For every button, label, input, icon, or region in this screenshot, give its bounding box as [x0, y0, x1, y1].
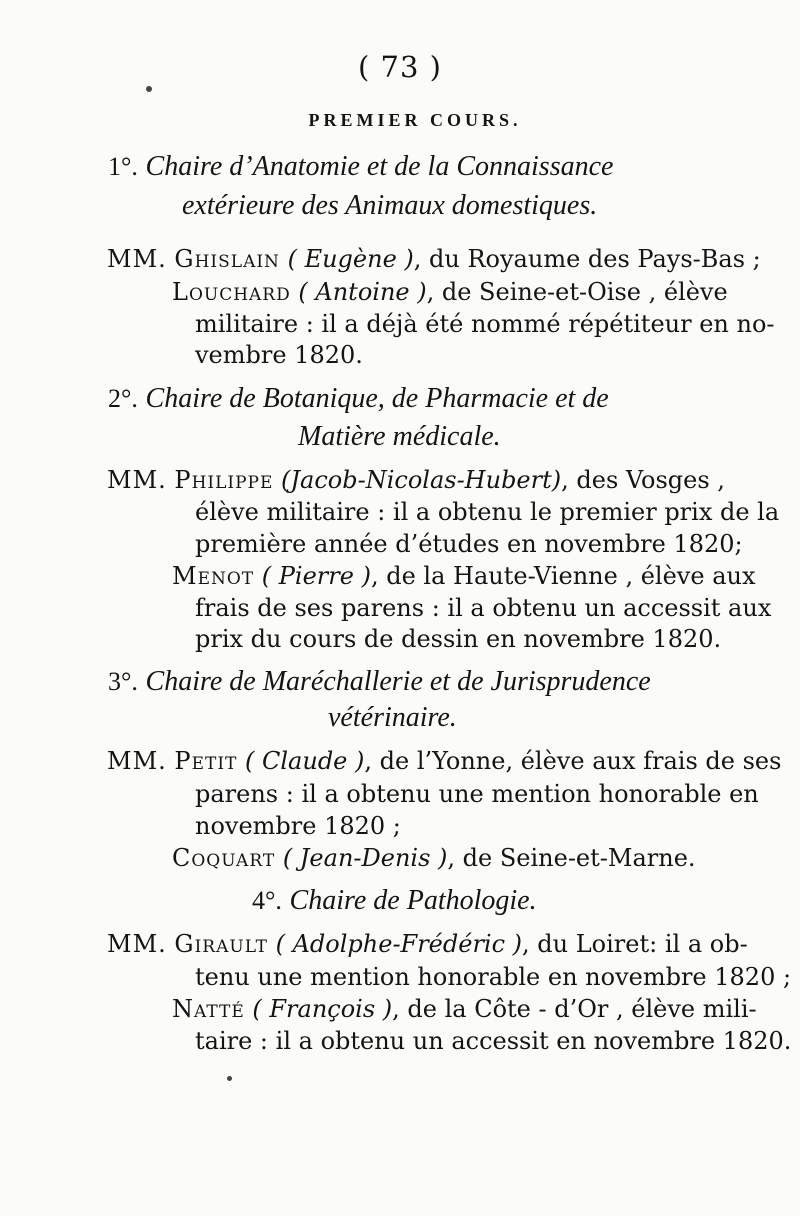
student-given-name: ( Adolphe-Frédéric ) [275, 930, 523, 958]
chair-2-number: 2°. [108, 384, 138, 413]
student-name: Louchard [172, 278, 291, 306]
chair-1-heading [108, 152, 613, 182]
student-name: Natté [172, 995, 245, 1023]
entry-menot [172, 561, 756, 591]
chair-2-title-line1: Chaire de Botanique, de Pharmacie et de [145, 383, 609, 414]
entry-natte [172, 994, 757, 1024]
student-details: , de la Côte - d’Or , élève mili- [392, 995, 757, 1023]
mm-label: MM. [107, 930, 167, 958]
chair-1-title-line2-wrap [182, 191, 597, 221]
entry-philippe [107, 465, 725, 495]
page-number: ( 73 ) [358, 50, 442, 84]
student-name: Ghislain [174, 245, 280, 273]
mm-label: MM. [107, 466, 167, 494]
student-name: Coquart [172, 844, 276, 872]
chair-2-heading [108, 384, 609, 414]
chair-3-title-line1: Chaire de Maréchallerie et de Jurisprudence [145, 666, 651, 697]
entry-ghislain [107, 244, 761, 274]
chair-2-title-line2: Matière médicale. [298, 421, 501, 452]
student-given-name: ( Eugène ) [287, 245, 414, 273]
student-name: Menot [172, 562, 255, 590]
student-name: Girault [174, 930, 268, 958]
chair-4-heading [252, 886, 537, 916]
entry-petit [107, 746, 781, 776]
chair-4-title-line1: Chaire de Pathologie. [289, 885, 537, 916]
ink-speck [146, 86, 152, 92]
chair-1-title-line2: extérieure des Animaux domestiques. [182, 190, 598, 221]
student-given-name: (Jacob-Nicolas-Hubert) [281, 466, 562, 494]
text-line: première année d’études en novembre 1820; [195, 530, 743, 558]
text-line: prix du cours de dessin en novembre 1820. [195, 625, 722, 653]
text-line: parens : il a obtenu une mention honorable en [195, 780, 759, 808]
chair-1-title-line1: Chaire d’Anatomie et de la Connaissance [145, 151, 614, 182]
entry-girault [107, 929, 748, 959]
ink-speck [227, 1076, 232, 1081]
mm-label: MM. [107, 747, 167, 775]
text-line: frais de ses parens : il a obtenu un accessit aux [195, 594, 772, 622]
chair-1-number: 1°. [108, 152, 138, 181]
chair-2-title-line2-wrap [298, 422, 501, 452]
student-details: , du Loiret: il a ob- [522, 930, 748, 958]
student-details: , de Seine-et-Marne. [447, 844, 696, 872]
mm-label: MM. [107, 245, 167, 273]
student-given-name: ( Jean-Denis ) [282, 844, 448, 872]
text-line: novembre 1820 ; [195, 812, 401, 840]
text-line: taire : il a obtenu un accessit en novembre 1820. [195, 1027, 792, 1055]
chair-3-title-line2-wrap [328, 703, 457, 733]
entry-louchard [172, 277, 728, 307]
chair-4-number: 4°. [252, 886, 282, 915]
student-details: , de l’Yonne, élève aux frais de ses [364, 747, 782, 775]
text-line: vembre 1820. [195, 341, 363, 369]
chair-3-number: 3°. [108, 667, 138, 696]
student-given-name: ( Claude ) [245, 747, 365, 775]
student-given-name: ( François ) [252, 995, 393, 1023]
chair-3-title-line2: vétérinaire. [328, 702, 457, 733]
student-name: Philippe [174, 466, 274, 494]
entry-coquart [172, 843, 696, 873]
student-given-name: ( Antoine ) [298, 278, 427, 306]
chair-3-heading [108, 667, 651, 697]
text-line: tenu une mention honorable en novembre 1820 ; [195, 963, 792, 991]
student-given-name: ( Pierre ) [261, 562, 371, 590]
text-line: militaire : il a déjà été nommé répétiteur en no- [195, 310, 775, 338]
student-details: , de la Haute-Vienne , élève aux [370, 562, 756, 590]
student-details: , de Seine-et-Oise , élève [426, 278, 728, 306]
text-line: élève militaire : il a obtenu le premier prix de la [195, 498, 780, 526]
student-name: Petit [174, 747, 238, 775]
student-details: , des Vosges , [561, 466, 725, 494]
student-details: , du Royaume des Pays-Bas ; [413, 245, 761, 273]
course-heading: PREMIER COURS. [308, 110, 522, 130]
